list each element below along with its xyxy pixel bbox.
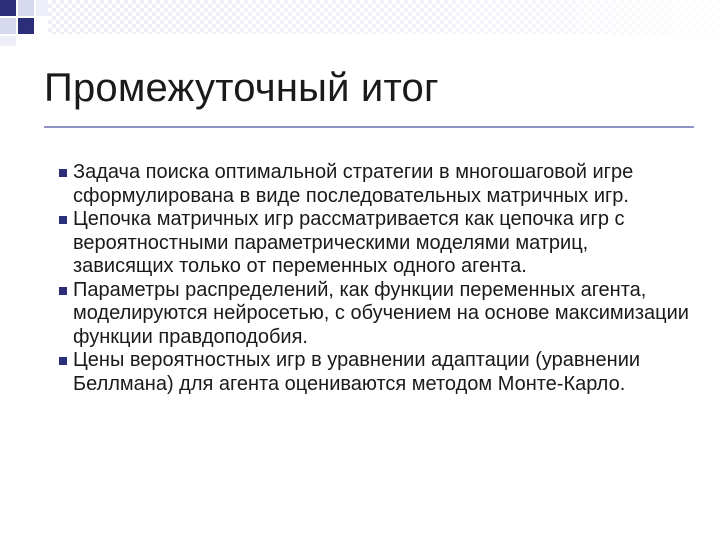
bullet-text: Цены вероятностных игр в уравнении адаптации (уравнении Беллмана) для агента оцениваются методом Монте-Карло. bbox=[73, 349, 641, 395]
decor-square bbox=[18, 18, 34, 34]
decor-square bbox=[0, 36, 16, 46]
bullet-text: Цепочка матричных игр рассматривается как цепочка игр с вероятностными параметрическими моделями матриц, зависящих только от переменных одного агента. bbox=[73, 208, 625, 277]
square-bullet-icon bbox=[59, 216, 67, 224]
square-bullet-icon bbox=[59, 287, 67, 295]
square-bullet-icon bbox=[59, 357, 67, 365]
bullet-item bbox=[60, 279, 690, 350]
bullet-item bbox=[60, 161, 690, 208]
square-bullet-icon bbox=[59, 169, 67, 177]
title-divider bbox=[44, 126, 694, 128]
decor-square bbox=[36, 0, 48, 16]
decor-square bbox=[18, 0, 34, 16]
bullet-text: Задача поиска оптимальной стратегии в многошаговой игре сформулирована в виде последовательных матричных игр. bbox=[73, 161, 634, 207]
bullet-text: Параметры распределений, как функции переменных агента, моделируются нейросетью, с обучением на основе максимизации функции правдоподобия. bbox=[73, 278, 689, 348]
bullet-item bbox=[60, 349, 690, 396]
decor-square bbox=[0, 0, 16, 16]
slide-title: Промежуточный итог bbox=[44, 66, 439, 110]
decor-band-fade bbox=[48, 0, 720, 34]
decor-square bbox=[0, 18, 16, 34]
bullet-list bbox=[60, 161, 690, 396]
bullet-item bbox=[60, 208, 690, 279]
